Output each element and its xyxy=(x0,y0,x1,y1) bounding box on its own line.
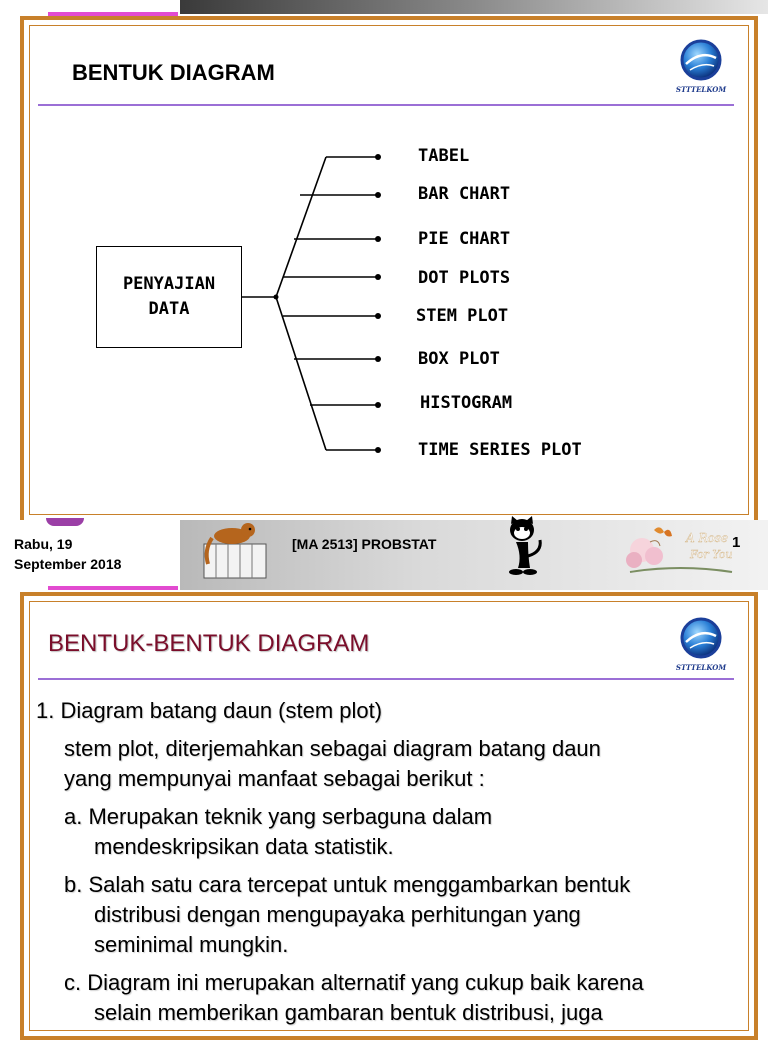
leaf-dot-plots: DOT PLOTS xyxy=(418,268,511,288)
point-c-line-1: c. Diagram ini merupakan alternatif yang cukup baik karena xyxy=(64,970,644,995)
point-b-line-1: b. Salah satu cara tercepat untuk menggambarkan bentuk xyxy=(64,872,631,897)
intro-line-2: yang mempunyai manfaat sebagai berikut : xyxy=(64,766,485,791)
point-b-line-3: seminimal mungkin. xyxy=(94,932,289,957)
slide-1 xyxy=(20,16,758,524)
point-c-line-2: selain memberikan gambaran bentuk distribusi, juga xyxy=(94,1000,603,1025)
leaf-bar-chart: BAR CHART xyxy=(418,184,511,204)
slide-2 xyxy=(20,592,758,1040)
point-b-line-2: distribusi dengan mengupayaka perhitungan yang xyxy=(94,902,581,927)
leaf-time-series-plot: TIME SERIES PLOT xyxy=(418,440,582,460)
slide-footer xyxy=(0,520,768,590)
pink-accent-bar-2 xyxy=(48,586,178,590)
black-cat-clipart xyxy=(498,516,548,578)
top-gradient-strip xyxy=(180,0,768,14)
section-heading: 1. Diagram batang daun (stem plot) xyxy=(36,698,383,723)
footer-date-line-1: Rabu, 19 xyxy=(14,536,73,552)
logo-text-2: STTTELKOM xyxy=(675,663,727,672)
svg-text:A Rose: A Rose xyxy=(686,531,728,545)
sttelkom-logo-2 xyxy=(670,614,732,672)
root-node-line-1: PENYAJIAN xyxy=(122,274,216,294)
footer-accent-blob xyxy=(46,518,84,526)
globe-icon xyxy=(670,614,732,664)
footer-course-label: [MA 2513] PROBSTAT xyxy=(292,536,437,552)
presentation-tree-diagram xyxy=(24,20,754,520)
intro-line-1: stem plot, diterjemahkan sebagai diagram batang daun xyxy=(64,736,601,761)
point-a-line-1: a. Merupakan teknik yang serbaguna dalam xyxy=(64,804,493,829)
footer-date-line-2: September 2018 xyxy=(14,556,122,572)
root-node-line-2: DATA xyxy=(148,299,190,319)
slide-1-title: BENTUK DIAGRAM xyxy=(72,60,275,85)
svg-text:For You: For You xyxy=(690,548,733,561)
leaf-tabel: TABEL xyxy=(418,146,470,166)
point-a-line-2: mendeskripsikan data statistik. xyxy=(94,834,394,859)
slide-2-title: BENTUK-BENTUK DIAGRAM xyxy=(48,630,370,657)
logo-text: STTTELKOM xyxy=(675,85,727,94)
footer-page-number: 1 xyxy=(732,534,741,551)
leaf-pie-chart: PIE CHART xyxy=(418,229,511,249)
leaf-box-plot: BOX PLOT xyxy=(418,349,500,369)
leaf-stem-plot: STEM PLOT xyxy=(416,306,509,326)
cat-fence-clipart xyxy=(198,520,272,580)
flowers-butterfly-clipart xyxy=(620,520,746,578)
leaf-histogram: HISTOGRAM xyxy=(420,393,513,413)
title-divider-2 xyxy=(38,678,734,680)
root-node-box xyxy=(96,246,242,348)
footer-date xyxy=(14,534,121,574)
